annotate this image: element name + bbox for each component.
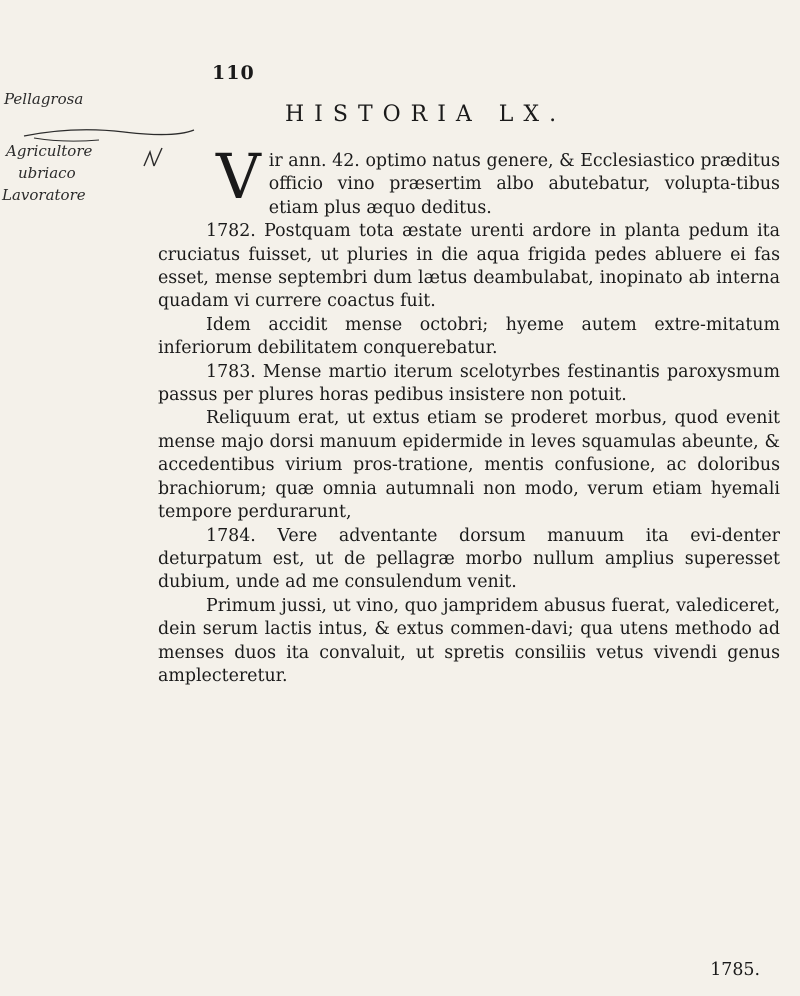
margin-note-4: Lavoratore bbox=[2, 186, 86, 204]
paragraph-7: Primum jussi, ut vino, quo jampridem abusus fuerat, valediceret, dein serum lactis intus, & extus commen-davi; qua utens methodo ad menses duos ita convaluit, ut spretis consiliis vetus vivendi genus amplecteretur. bbox=[158, 595, 780, 686]
main-text bbox=[158, 140, 780, 688]
paragraph-3: Idem accidit mense octobri; hyeme autem extre-mitatum inferiorum debilitatem conquerebatur. bbox=[158, 314, 780, 359]
margin-note-3: ubriaco bbox=[18, 164, 76, 182]
drop-cap: V bbox=[216, 140, 261, 213]
page-number: 110 bbox=[212, 62, 255, 84]
running-title: HISTORIA LX. bbox=[285, 102, 567, 127]
paragraph-5: Reliquum erat, ut extus etiam se proderet morbus, quod evenit mense majo dorsi manuum epidermide in leves squamulas abeunte, & accedentibus virium pros-tratione, mentis confusione, ac doloribus brachiorum; quæ omnia autumnali non modo, verum etiam hyemali tempore perdurarunt, bbox=[158, 408, 780, 523]
catchword: 1785. bbox=[710, 960, 760, 980]
paragraph-2: 1782. Postquam tota æstate urenti ardore in planta pedum ita cruciatus fuisset, ut pluries in die aqua frigida pedes abluere ei fas esset, mense septembri dum lætus deambulabat, inopinato ab interna quadam vi currere coactus fuit. bbox=[158, 221, 780, 312]
paragraph-text: ir ann. 42. optimo natus genere, & Ecclesiastico præditus officio vino præsertim albo abutebatur, volupta-tibus etiam plus æquo deditus. bbox=[268, 151, 780, 218]
paragraph-6: 1784. Vere adventante dorsum manuum ita evi-denter deturpatum est, ut de pellagræ morbo nullum amplius superesset dubium, unde ad me consulendum venit. bbox=[158, 525, 780, 593]
paragraph-1 bbox=[158, 140, 780, 220]
margin-note-2: Agricultore bbox=[6, 142, 93, 160]
margin-note-1: Pellagrosa bbox=[4, 90, 84, 108]
paragraph-4: 1783. Mense martio iterum scelotyrbes festinantis paroxysmum passus per plures horas pedibus insistere non potuit. bbox=[158, 361, 780, 406]
